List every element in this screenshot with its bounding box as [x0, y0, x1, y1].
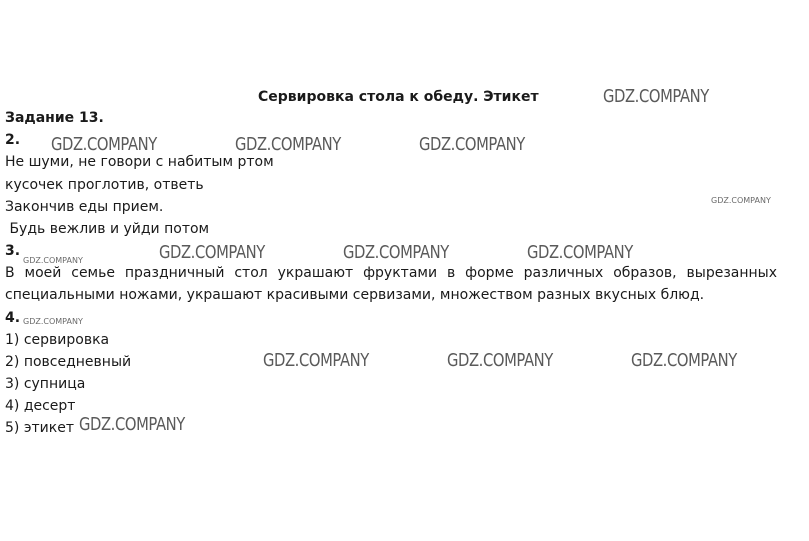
section-4-number: 4. — [5, 310, 21, 326]
watermark: GDZ.COMPANY — [631, 350, 737, 371]
watermark: GDZ.COMPANY — [79, 414, 185, 435]
section-2-line-1: Не шуми, не говори с набитым ртом — [5, 154, 274, 170]
watermark: GDZ.COMPANY — [447, 350, 553, 371]
section-2-number: 2. — [5, 132, 21, 148]
watermark-small: GDZ.COMPANY — [23, 256, 83, 265]
section-2-line-4: Будь вежлив и уйди потом — [5, 221, 210, 237]
answer-item-5: 5) этикет — [5, 420, 74, 436]
answer-item-1: 1) сервировка — [5, 332, 110, 348]
section-2-line-3: Закончив еды прием. — [5, 199, 164, 215]
section-3-number: 3. — [5, 243, 21, 259]
task-heading: Задание 13. — [5, 110, 104, 126]
answer-item-2: 2) повседневный — [5, 354, 132, 370]
watermark: GDZ.COMPANY — [527, 242, 633, 263]
section-3-line-2: специальными ножами, украшают красивыми сервизами, множеством разных вкусных блюд. — [5, 287, 705, 303]
section-3-paragraph — [5, 262, 777, 306]
answer-item-4: 4) десерт — [5, 398, 76, 414]
watermark: GDZ.COMPANY — [263, 350, 369, 371]
section-2-line-2: кусочек проглотив, ответь — [5, 177, 204, 193]
page-title: Сервировка стола к обеду. Этикет — [258, 89, 539, 105]
watermark-small: GDZ.COMPANY — [23, 317, 83, 326]
watermark-small: GDZ.COMPANY — [711, 196, 771, 205]
watermark: GDZ.COMPANY — [159, 242, 265, 263]
watermark: GDZ.COMPANY — [343, 242, 449, 263]
answer-item-3: 3) супница — [5, 376, 86, 392]
watermark: GDZ.COMPANY — [51, 134, 157, 155]
watermark: GDZ.COMPANY — [419, 134, 525, 155]
watermark: GDZ.COMPANY — [235, 134, 341, 155]
section-3-line-1: В моей семье праздничный стол украшают фруктами в форме различных образов, вырезанных — [5, 265, 777, 281]
watermark: GDZ.COMPANY — [603, 86, 709, 107]
